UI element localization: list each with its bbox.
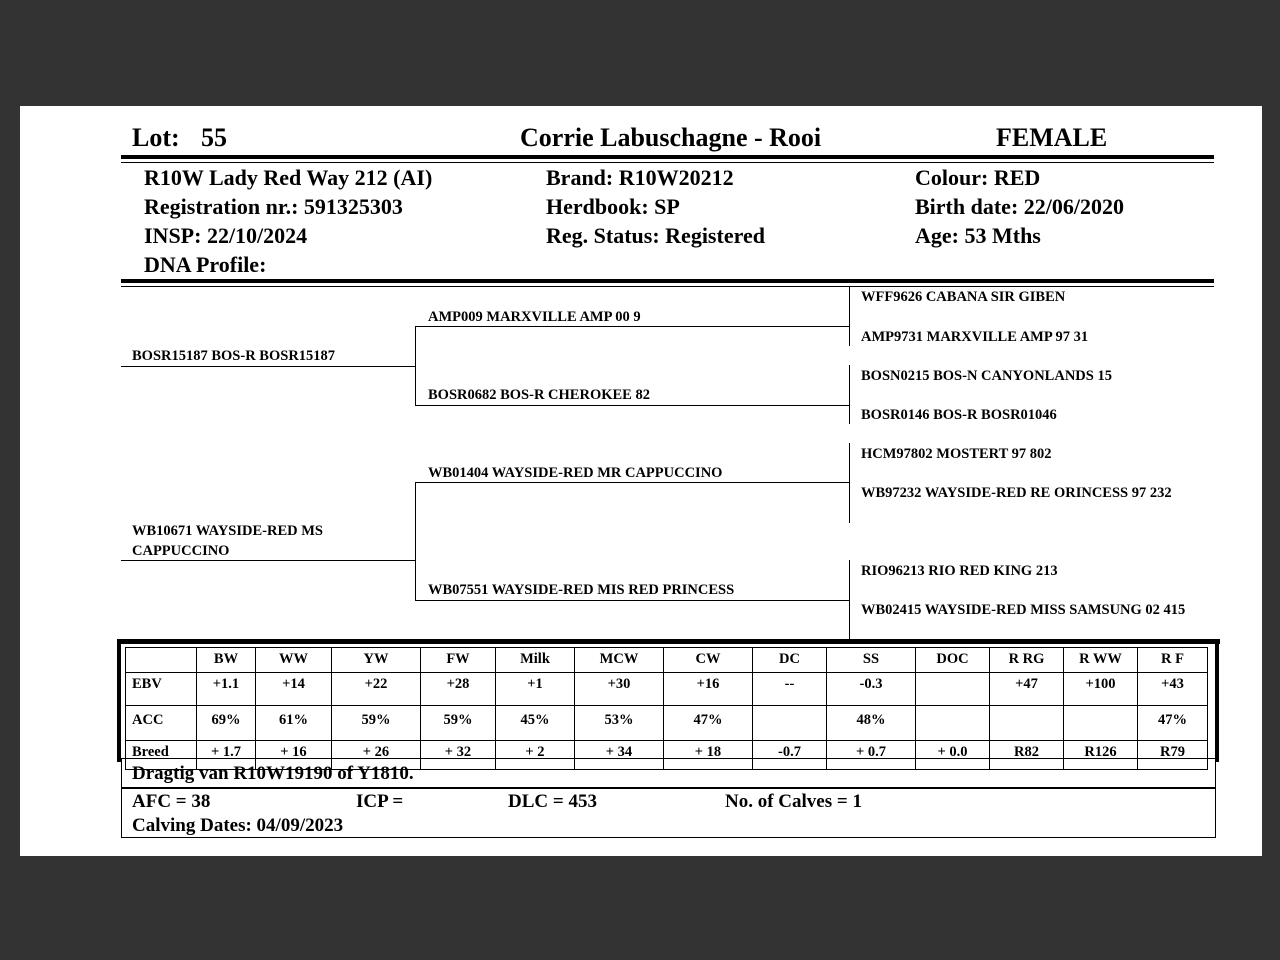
ebv-cell: +22 bbox=[332, 673, 421, 706]
dlc: DLC = 453 bbox=[508, 791, 597, 812]
sire-sire-line bbox=[415, 326, 849, 327]
breed-cell: R126 bbox=[1064, 741, 1138, 770]
sire-sire: AMP009 MARXVILLE AMP 00 9 bbox=[428, 309, 641, 325]
ebv-header-row bbox=[126, 648, 1208, 673]
breed-cell: + 32 bbox=[421, 741, 496, 770]
ebv-cell: +28 bbox=[421, 673, 496, 706]
breed-cell: + 18 bbox=[664, 741, 753, 770]
acc-cell: 47% bbox=[664, 706, 753, 741]
ebv-cell: +16 bbox=[664, 673, 753, 706]
acc-cell bbox=[1064, 706, 1138, 741]
ggp-branch-4 bbox=[849, 560, 850, 640]
breed-cell: + 16 bbox=[256, 741, 332, 770]
ebv-table bbox=[125, 647, 1208, 770]
breeder-name: Corrie Labuschagne - Rooi bbox=[520, 123, 822, 152]
breed-row-label: Breed bbox=[126, 741, 197, 770]
ebv-head-blank bbox=[126, 648, 197, 673]
ebv-frame-right bbox=[1215, 639, 1219, 762]
ebv-cell: -0.3 bbox=[827, 673, 916, 706]
ebv-cell: +14 bbox=[256, 673, 332, 706]
ebv-cell: -- bbox=[753, 673, 827, 706]
sire-line bbox=[121, 366, 415, 367]
sire: BOSR15187 BOS-R BOSR15187 bbox=[132, 348, 336, 364]
ggp-6: WB97232 WAYSIDE-RED RE ORINCESS 97 232 bbox=[861, 485, 1172, 501]
breed-cell: + 2 bbox=[496, 741, 575, 770]
ebv-head-ss: SS bbox=[827, 648, 916, 673]
ebv-head-rf: R F bbox=[1138, 648, 1208, 673]
acc-cell bbox=[753, 706, 827, 741]
dam-sire-line bbox=[415, 482, 849, 483]
dam: WB10671 WAYSIDE-RED MS CAPPUCCINO bbox=[132, 523, 323, 559]
ebv-frame-left bbox=[117, 639, 121, 762]
icp: ICP = bbox=[356, 791, 404, 812]
brand: Brand: R10W20212 bbox=[546, 165, 734, 190]
breed-cell: R79 bbox=[1138, 741, 1208, 770]
registration-number: Registration nr.: 591325303 bbox=[144, 194, 403, 219]
herdbook: Herdbook: SP bbox=[546, 194, 680, 219]
ebv-row bbox=[126, 673, 1208, 706]
breed-cell: + 34 bbox=[575, 741, 664, 770]
lot-sheet bbox=[20, 106, 1262, 856]
acc-cell: 47% bbox=[1138, 706, 1208, 741]
ebv-head-rrg: R RG bbox=[990, 648, 1064, 673]
ggp-2: AMP9731 MARXVILLE AMP 97 31 bbox=[861, 329, 1089, 345]
ebv-frame-top bbox=[117, 639, 1220, 644]
ggp-1: WFF9626 CABANA SIR GIBEN bbox=[861, 289, 1066, 305]
breed-cell: + 0.0 bbox=[916, 741, 990, 770]
lot-label: Lot: bbox=[132, 123, 180, 152]
ggp-branch-3 bbox=[849, 443, 850, 523]
ebv-head-yw: YW bbox=[332, 648, 421, 673]
ebv-head-dc: DC bbox=[753, 648, 827, 673]
ggp-4: BOSR0146 BOS-R BOSR01046 bbox=[861, 407, 1057, 423]
ebv-cell: +100 bbox=[1064, 673, 1138, 706]
reg-status: Reg. Status: Registered bbox=[546, 223, 765, 248]
ebv-head-mcw: MCW bbox=[575, 648, 664, 673]
sire-dam: BOSR0682 BOS-R CHEROKEE 82 bbox=[428, 387, 650, 403]
acc-cell: 53% bbox=[575, 706, 664, 741]
ebv-cell: +1 bbox=[496, 673, 575, 706]
dam-branch bbox=[415, 482, 416, 600]
colour: Colour: RED bbox=[915, 165, 1041, 190]
acc-cell: 59% bbox=[332, 706, 421, 741]
acc-row-label: ACC bbox=[126, 706, 197, 741]
breed-cell: + 1.7 bbox=[197, 741, 256, 770]
ebv-cell: +1.1 bbox=[197, 673, 256, 706]
dam-sire: WB01404 WAYSIDE-RED MR CAPPUCCINO bbox=[428, 465, 723, 481]
dam-dam-line bbox=[415, 600, 849, 601]
ebv-cell bbox=[916, 673, 990, 706]
ebv-head-fw: FW bbox=[421, 648, 496, 673]
breed-cell: + 0.7 bbox=[827, 741, 916, 770]
afc: AFC = 38 bbox=[132, 791, 211, 812]
acc-cell: 48% bbox=[827, 706, 916, 741]
ebv-row-label: EBV bbox=[126, 673, 197, 706]
ebv-head-doc: DOC bbox=[916, 648, 990, 673]
insp-date: INSP: 22/10/2024 bbox=[144, 223, 308, 248]
lot-number: 55 bbox=[201, 123, 227, 152]
ebv-cell: +47 bbox=[990, 673, 1064, 706]
header-rule-thick bbox=[121, 155, 1214, 159]
pregnancy-note: Dragtig van R10W19190 of Y1810. bbox=[132, 763, 414, 784]
acc-cell: 69% bbox=[197, 706, 256, 741]
acc-cell: 45% bbox=[496, 706, 575, 741]
dam-line bbox=[121, 560, 415, 561]
acc-cell bbox=[916, 706, 990, 741]
ebv-head-bw: BW bbox=[197, 648, 256, 673]
sex-label: FEMALE bbox=[996, 123, 1108, 152]
info-rule-thick bbox=[121, 279, 1214, 283]
acc-cell bbox=[990, 706, 1064, 741]
ebv-head-cw: CW bbox=[664, 648, 753, 673]
breed-cell: R82 bbox=[990, 741, 1064, 770]
calving-dates: Calving Dates: 04/09/2023 bbox=[132, 815, 344, 836]
sire-dam-line bbox=[415, 405, 849, 406]
animal-name: R10W Lady Red Way 212 (AI) bbox=[144, 165, 433, 190]
ebv-head-ww: WW bbox=[256, 648, 332, 673]
ebv-head-rww: R WW bbox=[1064, 648, 1138, 673]
dna-profile: DNA Profile: bbox=[144, 252, 267, 277]
pregnancy-box bbox=[121, 758, 1216, 789]
header-rule-thin bbox=[121, 162, 1214, 163]
ggp-5: HCM97802 MOSTERT 97 802 bbox=[861, 446, 1052, 462]
ggp-3: BOSN0215 BOS-N CANYONLANDS 15 bbox=[861, 368, 1112, 384]
acc-row bbox=[126, 706, 1208, 741]
ggp-branch-2 bbox=[849, 365, 850, 424]
birth-date: Birth date: 22/06/2020 bbox=[915, 194, 1124, 219]
calves-count: No. of Calves = 1 bbox=[725, 791, 862, 812]
ggp-8: WB02415 WAYSIDE-RED MISS SAMSUNG 02 415 bbox=[861, 602, 1186, 618]
ggp-branch-1 bbox=[849, 286, 850, 346]
acc-cell: 61% bbox=[256, 706, 332, 741]
dam-dam: WB07551 WAYSIDE-RED MIS RED PRINCESS bbox=[428, 582, 735, 598]
sire-branch bbox=[415, 326, 416, 405]
breed-cell: -0.7 bbox=[753, 741, 827, 770]
acc-cell: 59% bbox=[421, 706, 496, 741]
ebv-head-milk: Milk bbox=[496, 648, 575, 673]
ebv-cell: +30 bbox=[575, 673, 664, 706]
calving-box bbox=[121, 787, 1216, 838]
age: Age: 53 Mths bbox=[915, 223, 1041, 248]
ebv-cell: +43 bbox=[1138, 673, 1208, 706]
breed-cell: + 26 bbox=[332, 741, 421, 770]
ggp-7: RIO96213 RIO RED KING 213 bbox=[861, 563, 1058, 579]
